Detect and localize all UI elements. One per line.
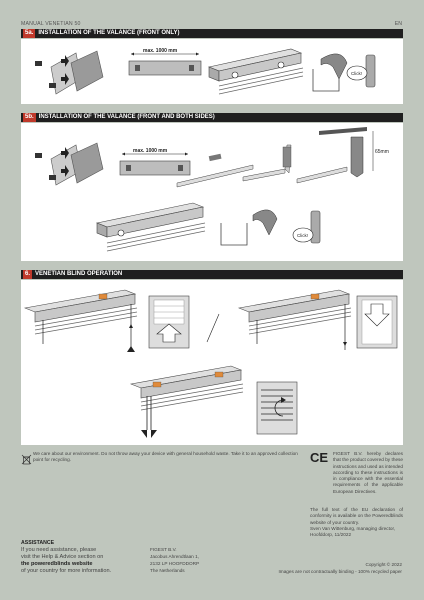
window-raise-inset <box>149 296 189 348</box>
blind-raise-diagram <box>25 290 137 352</box>
valance-dimension-step <box>129 48 201 75</box>
language-code: EN <box>394 21 402 27</box>
click-label-5a: Click! <box>351 71 362 76</box>
side-return-step <box>177 145 347 187</box>
valance-dimension-step-5b <box>120 148 190 175</box>
headrail-step <box>209 49 303 94</box>
weee-bin-icon <box>21 452 32 463</box>
section-6-illustration <box>21 280 403 445</box>
assistance-line-1: If you need assistance, please <box>21 547 97 553</box>
section-5b-header <box>21 113 403 122</box>
assistance-line-2: visit the Help & Advice section on <box>21 554 104 560</box>
section-5b-panel <box>21 123 403 261</box>
valance-strip-step1 <box>35 51 103 94</box>
blind-lower-diagram <box>239 290 351 350</box>
assistance-title: ASSISTANCE <box>21 540 55 546</box>
section-6-number: 6. <box>25 271 31 277</box>
signatory: Sven Van Wittenburg, managing director, <box>310 526 396 531</box>
eu-declaration: FIGEST B.V. hereby declares that the product covered by these instructions and used as intended according to these instructions is in compliance with the essential requirements of the applicable European Directives. <box>333 451 403 494</box>
divider-slash <box>207 314 219 342</box>
assistance-website-link[interactable]: the poweredblinds website <box>21 561 93 567</box>
dimension-label-5a: max. 1000 mm <box>143 48 178 54</box>
company-name: FIGEST B.V. <box>150 547 177 552</box>
section-5b-illustration <box>21 123 403 261</box>
blind-tilt-diagram <box>131 366 243 438</box>
section-5b-title: INSTALLATION OF THE VALANCE (FRONT AND BOTH SIDES) <box>38 114 215 120</box>
section-5a-number: 5a. <box>25 30 34 36</box>
disclaimer: Images are not contractually binding - 100% recycled paper <box>278 569 402 574</box>
section-5a-header <box>21 29 403 38</box>
side-dimension-label: 65mm <box>375 149 389 155</box>
section-6-title: VENETIAN BLIND OPERATION <box>35 271 123 277</box>
dimension-label-5b: max. 1000 mm <box>133 148 168 154</box>
section-5b-number: 5b. <box>25 114 34 120</box>
company-address-1: Jacobus Ahrendtlaan 1, <box>150 554 199 559</box>
section-5a-illustration <box>21 39 403 104</box>
section-6-panel <box>21 280 403 445</box>
window-tilt-inset <box>257 382 297 434</box>
section-5a-title: INSTALLATION OF THE VALANCE (FRONT ONLY) <box>38 30 180 36</box>
company-address-2: 2132 LP HOOFDDORP <box>150 561 200 566</box>
corner-return-step <box>319 127 389 177</box>
valance-strip-step1-5b <box>35 143 103 185</box>
window-lower-inset <box>357 296 397 348</box>
assistance-line-4: of your country for more information. <box>21 568 112 574</box>
eu-declaration-full-text: The full text of the EU declaration of conformity is available on the Poweredblinds website of your country. <box>310 507 403 525</box>
bracket-clip-step <box>313 54 375 91</box>
bracket-clip-step-5b <box>221 210 320 245</box>
section-5a-panel <box>21 39 403 104</box>
ce-mark-icon: CE <box>310 450 329 465</box>
section-6-header <box>21 270 403 279</box>
environment-note: We care about our environment. Do not throw away your device with general household waste. Take it to an approved collection point for recycling. <box>33 451 298 463</box>
manual-title: MANUAL VENETIAN 50 <box>21 21 81 27</box>
company-country: The Netherlands <box>150 568 185 573</box>
signatory-place-date: Hoofddorp, 11/2022 <box>310 532 352 537</box>
click-label-5b: Click! <box>297 233 308 238</box>
copyright: Copyright © 2022 <box>365 562 402 567</box>
headrail-step-5b <box>97 203 205 251</box>
